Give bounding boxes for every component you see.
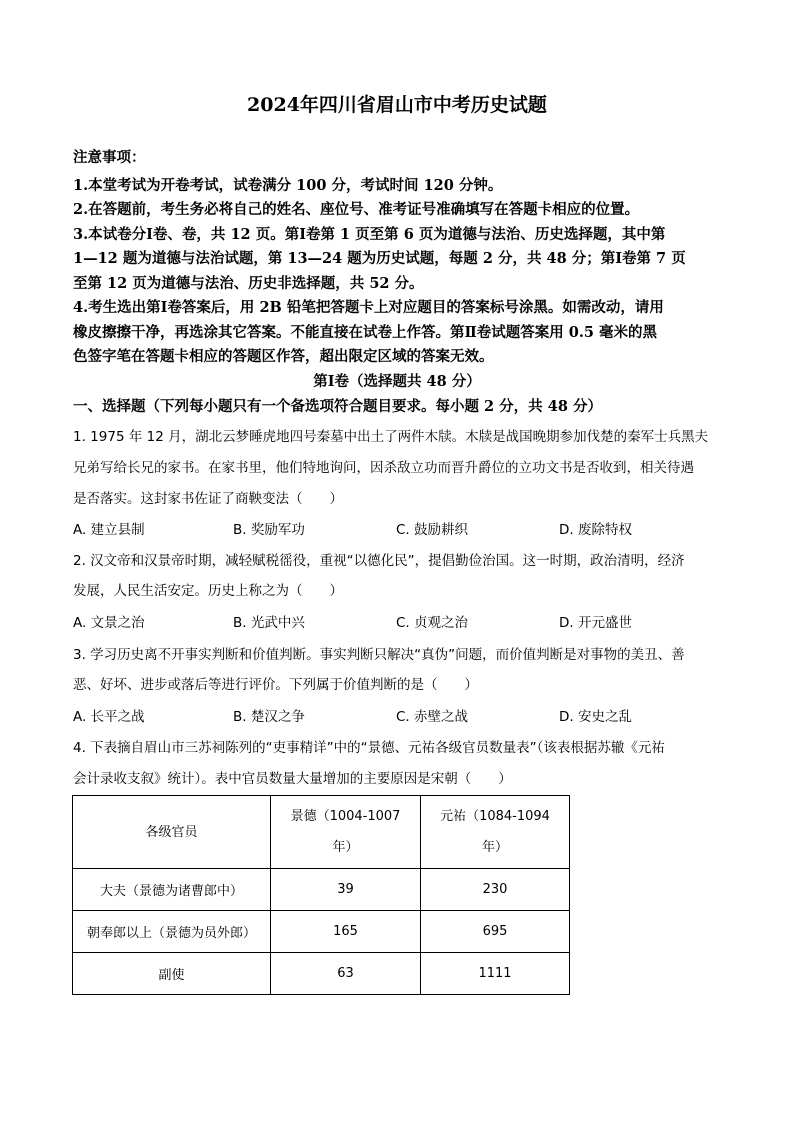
table-header-cell: 景德（1004-1007 年） — [271, 796, 421, 869]
question-1-line: 兄弟写给长兄的家书。在家书里，他们特地询问，因杀敌立功而晋升爵位的立功文书是否收到，相关待遇 — [73, 460, 694, 476]
question-2-line: 2. 汉文帝和汉景帝时期，减轻赋税徭役，重视“以德化民”，提倡勤俭治国。这一时期，政治清明，经济 — [73, 553, 685, 569]
question-1-line: 是否落实。这封家书佐证了商鞅变法（ ） — [73, 491, 343, 507]
table-cell: 39 — [271, 869, 421, 911]
table-row — [73, 869, 570, 911]
notice-line: 3.本试卷分Ⅰ卷、卷，共 12 页。第Ⅰ卷第 1 页至第 6 页为道德与法治、历史选择题，其中第 — [73, 226, 666, 243]
table-cell: 副使 — [73, 953, 271, 995]
table-cell: 230 — [421, 869, 570, 911]
table-cell: 朝奉郎以上（景德为员外郎） — [73, 911, 271, 953]
option-c: C. 鼓励耕织 — [396, 522, 469, 538]
official-count-table — [72, 795, 570, 995]
option-a: A. 长平之战 — [73, 709, 145, 725]
question-4-line: 4. 下表摘自眉山市三苏祠陈列的“吏事精详”中的“景德、元祐各级官员数量表”（该表根据苏辙《元祐 — [73, 740, 665, 756]
table-header-row — [73, 796, 570, 869]
section-title: 第Ⅰ卷（选择题共 48 分） — [313, 373, 481, 390]
table-row — [73, 953, 570, 995]
table-cell: 695 — [421, 911, 570, 953]
option-b: B. 楚汉之争 — [233, 709, 305, 725]
table-header-cell: 元祐（1084-1094 年） — [421, 796, 570, 869]
question-2-line: 发展，人民生活安定。历史上称之为（ ） — [73, 583, 343, 599]
option-c: C. 贞观之治 — [396, 615, 469, 631]
page-title: 2024年四川省眉山市中考历史试题 — [247, 94, 547, 116]
option-a: A. 文景之治 — [73, 615, 145, 631]
table-header-cell: 各级官员 — [73, 796, 271, 869]
notice-line: 4.考生选出第Ⅰ卷答案后，用 2B 铅笔把答题卡上对应题目的答案标号涂黑。如需改动，请用 — [73, 299, 664, 316]
option-a: A. 建立县制 — [73, 522, 145, 538]
option-d: D. 废除特权 — [559, 522, 632, 538]
notice-line: 1—12 题为道德与法治试题，第 13—24 题为历史试题，每题 2 分，共 48 分；第Ⅰ卷第 7 页 — [73, 250, 686, 267]
table-row — [73, 911, 570, 953]
question-4-line: 会计录收支叙》统计）。表中官员数量大量增加的主要原因是宋朝（ ） — [73, 771, 512, 787]
table-cell: 1111 — [421, 953, 570, 995]
question-3-line: 3. 学习历史离不开事实判断和价值判断。事实判断只解决“真伪”问题，而价值判断是对事物的美丑、善 — [73, 647, 685, 663]
option-d: D. 开元盛世 — [559, 615, 632, 631]
option-b: B. 奖励军功 — [233, 522, 305, 538]
notice-line: 1.本堂考试为开卷考试，试卷满分 100 分，考试时间 120 分钟。 — [73, 177, 503, 194]
option-b: B. 光武中兴 — [233, 615, 305, 631]
table-cell: 63 — [271, 953, 421, 995]
option-d: D. 安史之乱 — [559, 709, 632, 725]
question-3-line: 恶、好坏、进步或落后等进行评价。下列属于价值判断的是（ ） — [73, 677, 478, 693]
notice-heading: 注意事项： — [73, 149, 146, 166]
table-cell: 大夫（景德为诸曹郎中） — [73, 869, 271, 911]
option-c: C. 赤壁之战 — [396, 709, 469, 725]
question-1-line: 1. 1975 年 12 月，湖北云梦睡虎地四号秦墓中出土了两件木牍。木牍是战国晚期参加伐楚的秦军士兵黑夫 — [73, 429, 709, 445]
notice-line: 至第 12 页为道德与法治、历史非选择题，共 52 分。 — [73, 275, 424, 292]
part-heading: 一、选择题（下列每小题只有一个备选项符合题目要求。每小题 2 分，共 48 分） — [73, 398, 602, 415]
notice-line: 2.在答题前，考生务必将自己的姓名、座位号、准考证号准确填写在答题卡相应的位置。 — [73, 201, 640, 218]
table-cell: 165 — [271, 911, 421, 953]
notice-line: 色签字笔在答题卡相应的答题区作答，超出限定区域的答案无效。 — [73, 348, 494, 365]
notice-line: 橡皮擦擦干净，再选涂其它答案。不能直接在试卷上作答。第Ⅱ卷试题答案用 0.5 毫米的黑 — [73, 324, 658, 341]
